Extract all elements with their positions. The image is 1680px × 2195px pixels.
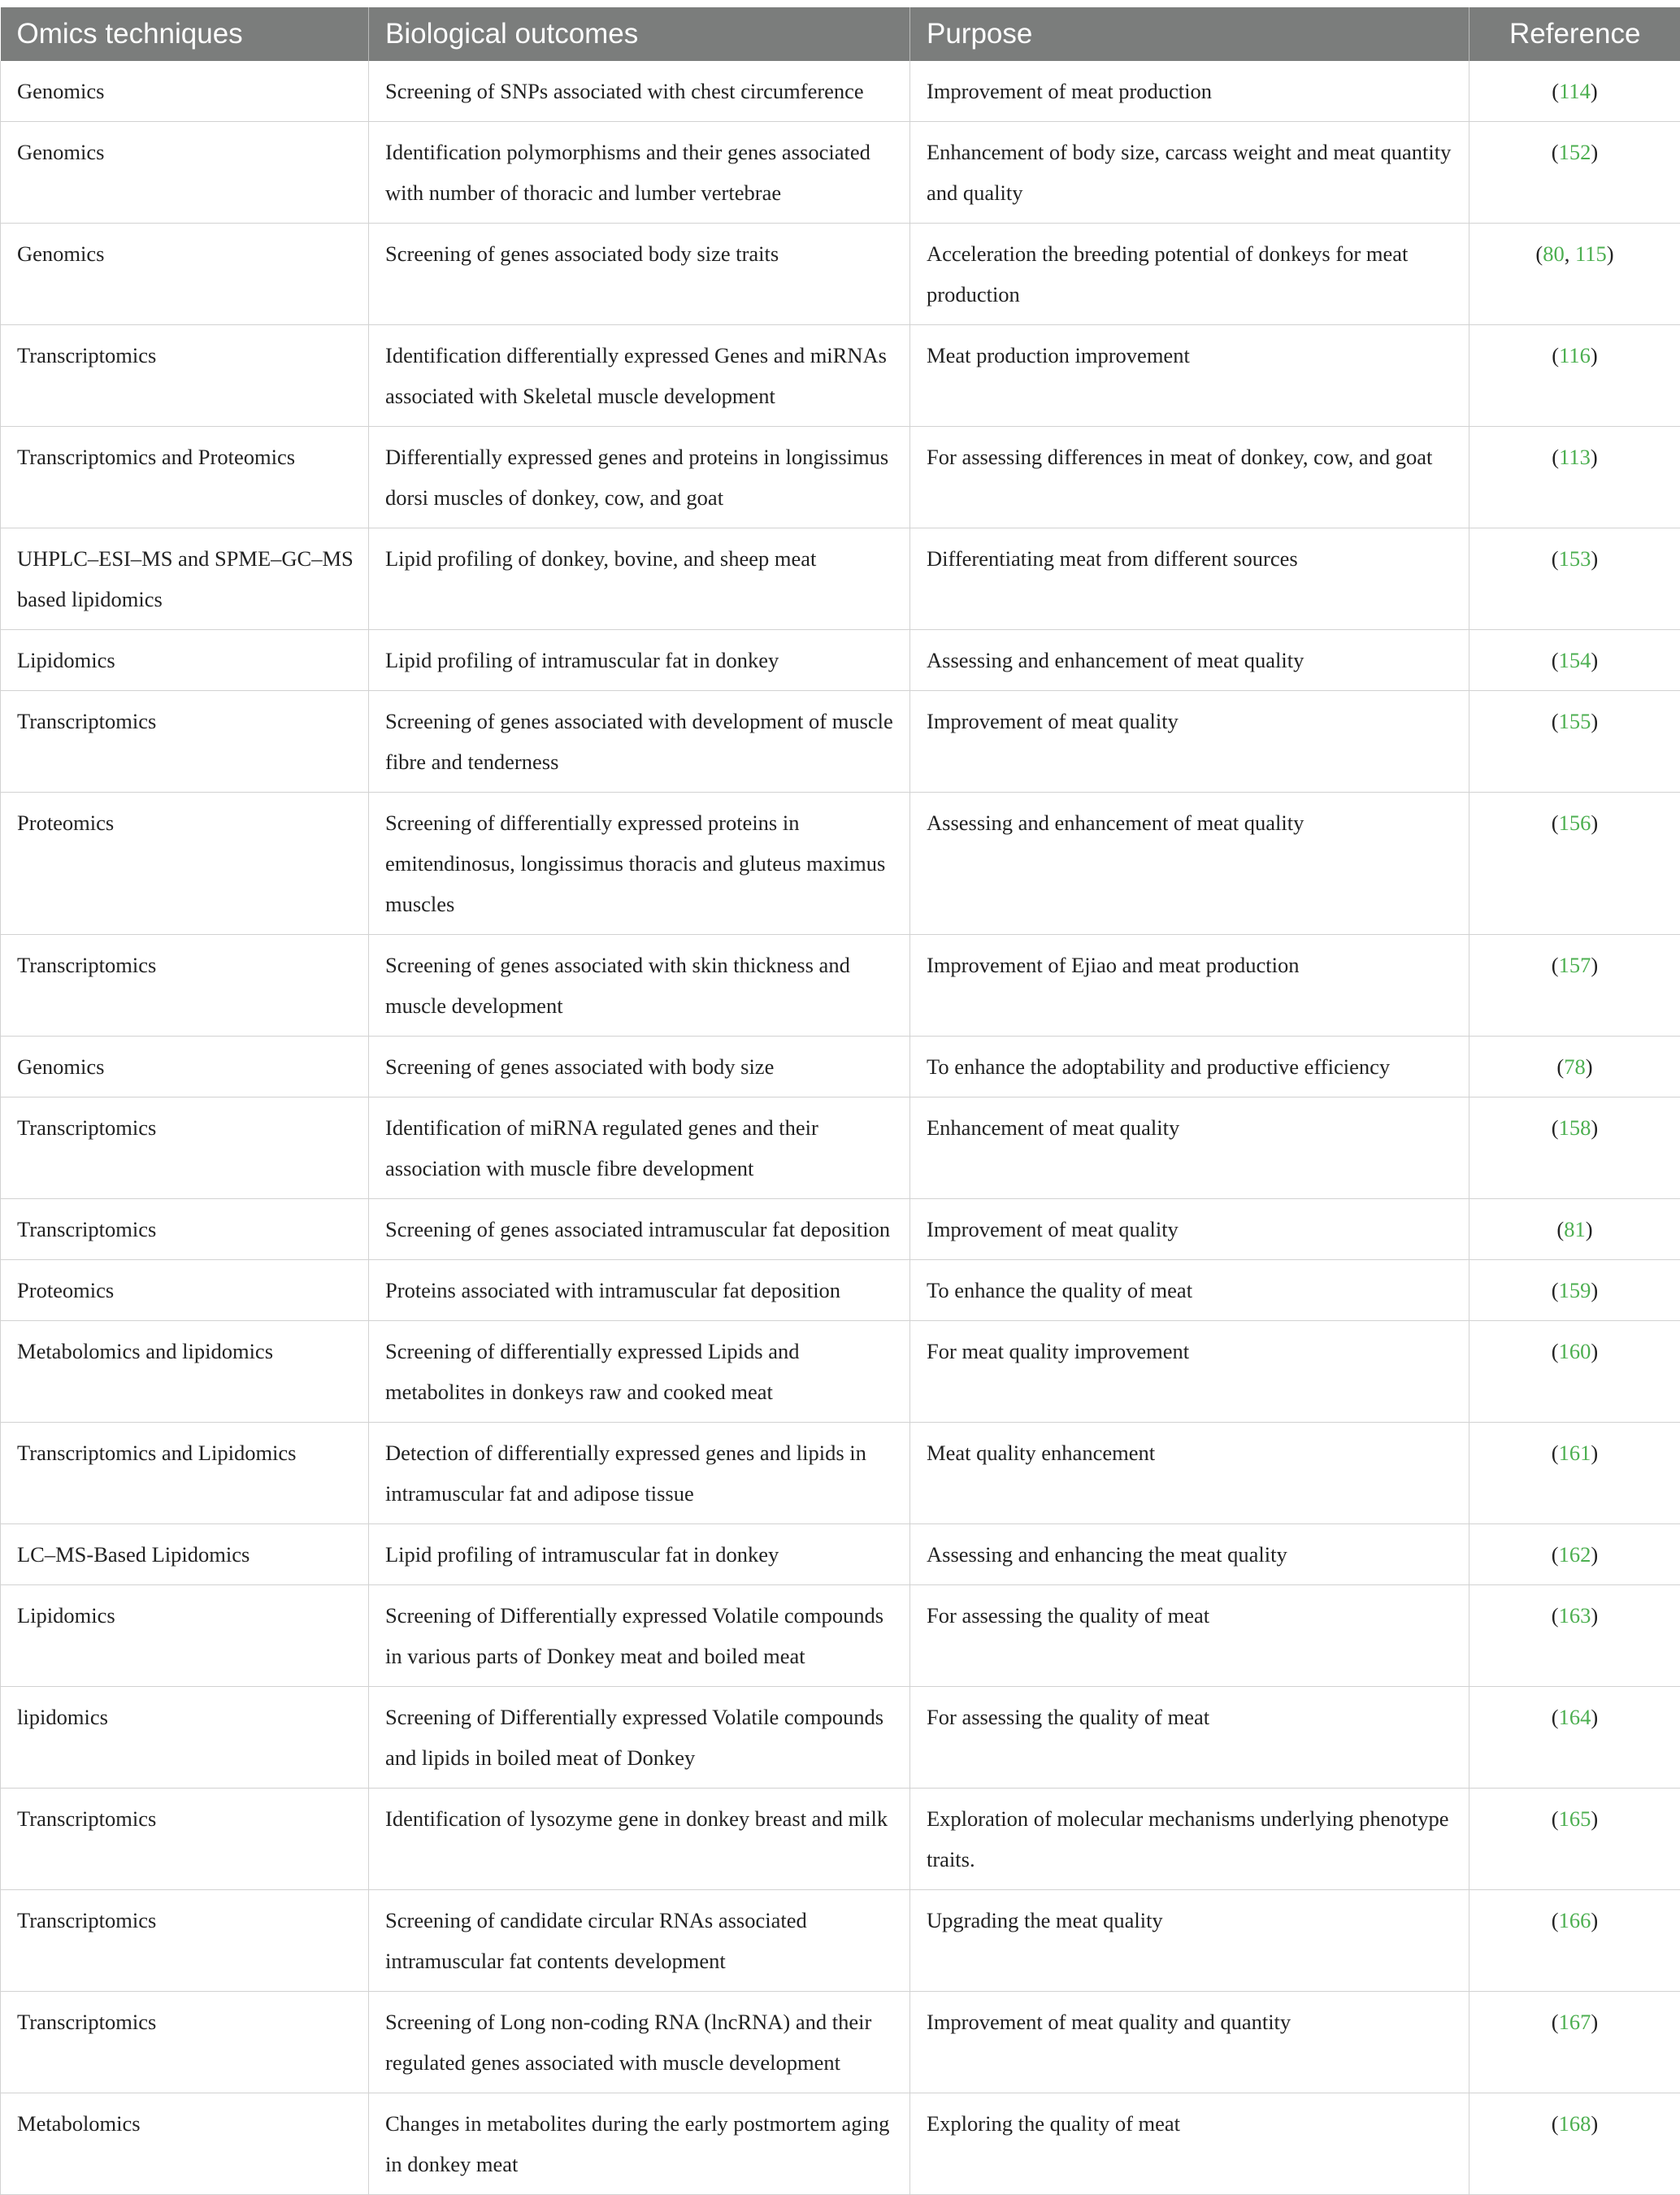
cell-purpose: For meat quality improvement (910, 1321, 1469, 1423)
reference-link[interactable]: 164 (1559, 1705, 1591, 1729)
cell-biological-outcome: Identification of miRNA regulated genes and their association with muscle fibre development (369, 1098, 910, 1199)
cell-reference (1469, 528, 1680, 630)
table-row (1, 1524, 1680, 1585)
table-row (1, 1260, 1680, 1321)
reference-link[interactable]: 166 (1559, 1908, 1591, 1932)
cell-omics-technique: Genomics (1, 122, 369, 224)
reference-close-paren: ) (1591, 2111, 1598, 2136)
reference-link[interactable]: 157 (1559, 953, 1591, 977)
cell-purpose: Upgrading the meat quality (910, 1890, 1469, 1992)
cell-reference (1469, 1098, 1680, 1199)
reference-link[interactable]: 160 (1559, 1339, 1591, 1363)
cell-biological-outcome: Lipid profiling of intramuscular fat in donkey (369, 630, 910, 691)
cell-reference (1469, 325, 1680, 427)
reference-close-paren: ) (1591, 811, 1598, 835)
reference-open-paren: ( (1535, 241, 1543, 266)
reference-separator: , (1565, 241, 1575, 266)
cell-reference (1469, 691, 1680, 793)
cell-reference (1469, 1524, 1680, 1585)
cell-purpose: Meat production improvement (910, 325, 1469, 427)
table-row (1, 1423, 1680, 1524)
cell-biological-outcome: Screening of differentially expressed Lipids and metabolites in donkeys raw and cooked meat (369, 1321, 910, 1423)
table-row (1, 1098, 1680, 1199)
cell-purpose: Acceleration the breeding potential of donkeys for meat production (910, 224, 1469, 325)
reference-close-paren: ) (1591, 648, 1598, 672)
header-reference: Reference (1469, 7, 1680, 61)
reference-close-paren: ) (1591, 79, 1598, 103)
reference-link[interactable]: 116 (1559, 343, 1591, 367)
reference-open-paren: ( (1552, 1806, 1559, 1831)
reference-link[interactable]: 154 (1559, 648, 1591, 672)
reference-close-paren: ) (1586, 1217, 1593, 1241)
reference-link[interactable]: 167 (1559, 2010, 1591, 2034)
cell-purpose: Exploration of molecular mechanisms underlying phenotype traits. (910, 1789, 1469, 1890)
reference-open-paren: ( (1552, 2010, 1559, 2034)
table-row (1, 122, 1680, 224)
reference-close-paren: ) (1591, 1603, 1598, 1628)
cell-purpose: Improvement of meat quality (910, 1199, 1469, 1260)
table-container (0, 7, 1680, 2195)
reference-open-paren: ( (1552, 546, 1559, 571)
reference-link[interactable]: 159 (1559, 1278, 1591, 1302)
cell-purpose: Differentiating meat from different sources (910, 528, 1469, 630)
cell-purpose: To enhance the quality of meat (910, 1260, 1469, 1321)
cell-biological-outcome: Screening of genes associated with development of muscle fibre and tenderness (369, 691, 910, 793)
reference-link[interactable]: 152 (1559, 140, 1591, 164)
cell-omics-technique: Proteomics (1, 793, 369, 935)
reference-open-paren: ( (1556, 1054, 1564, 1079)
reference-open-paren: ( (1552, 953, 1559, 977)
cell-reference (1469, 122, 1680, 224)
cell-reference (1469, 427, 1680, 528)
table-row (1, 1585, 1680, 1687)
table-row (1, 691, 1680, 793)
cell-biological-outcome: Screening of differentially expressed proteins in emitendinosus, longissimus thoracis and gluteus maximus muscles (369, 793, 910, 935)
cell-omics-technique: Proteomics (1, 1260, 369, 1321)
table-row (1, 1890, 1680, 1992)
table-row (1, 1199, 1680, 1260)
cell-reference (1469, 61, 1680, 122)
cell-purpose: For assessing differences in meat of donkey, cow, and goat (910, 427, 1469, 528)
cell-purpose: Assessing and enhancement of meat quality (910, 793, 1469, 935)
cell-omics-technique: Genomics (1, 1037, 369, 1098)
reference-link[interactable]: 115 (1575, 241, 1607, 266)
header-purpose: Purpose (910, 7, 1469, 61)
reference-open-paren: ( (1552, 343, 1559, 367)
cell-biological-outcome: Lipid profiling of donkey, bovine, and sheep meat (369, 528, 910, 630)
reference-open-paren: ( (1552, 445, 1559, 469)
reference-open-paren: ( (1552, 1542, 1559, 1567)
cell-omics-technique: UHPLC–ESI–MS and SPME–GC–MS based lipidomics (1, 528, 369, 630)
header-biological-outcomes: Biological outcomes (369, 7, 910, 61)
cell-reference (1469, 1321, 1680, 1423)
reference-close-paren: ) (1591, 1542, 1598, 1567)
reference-close-paren: ) (1591, 546, 1598, 571)
cell-omics-technique: Transcriptomics (1, 325, 369, 427)
reference-link[interactable]: 153 (1559, 546, 1591, 571)
cell-omics-technique: Genomics (1, 61, 369, 122)
reference-link[interactable]: 158 (1559, 1115, 1591, 1140)
reference-close-paren: ) (1591, 1908, 1598, 1932)
omics-table (0, 7, 1680, 2195)
table-row (1, 2093, 1680, 2195)
cell-omics-technique: Transcriptomics (1, 1789, 369, 1890)
reference-close-paren: ) (1586, 1054, 1593, 1079)
table-body (1, 61, 1680, 2195)
cell-reference (1469, 1199, 1680, 1260)
cell-omics-technique: Transcriptomics (1, 1992, 369, 2093)
cell-omics-technique: Transcriptomics (1, 1890, 369, 1992)
cell-omics-technique: Transcriptomics (1, 1199, 369, 1260)
cell-biological-outcome: Differentially expressed genes and proteins in longissimus dorsi muscles of donkey, cow, and goat (369, 427, 910, 528)
header-omics-techniques: Omics techniques (1, 7, 369, 61)
reference-link[interactable]: 162 (1559, 1542, 1591, 1567)
reference-close-paren: ) (1607, 241, 1614, 266)
cell-biological-outcome: Screening of candidate circular RNAs associated intramuscular fat contents development (369, 1890, 910, 1992)
cell-omics-technique: lipidomics (1, 1687, 369, 1789)
reference-close-paren: ) (1591, 1441, 1598, 1465)
cell-reference (1469, 1890, 1680, 1992)
reference-close-paren: ) (1591, 1339, 1598, 1363)
cell-purpose: Improvement of meat quality and quantity (910, 1992, 1469, 2093)
cell-omics-technique: Transcriptomics and Lipidomics (1, 1423, 369, 1524)
cell-omics-technique: Transcriptomics and Proteomics (1, 427, 369, 528)
cell-purpose: Improvement of meat production (910, 61, 1469, 122)
reference-open-paren: ( (1552, 648, 1559, 672)
reference-open-paren: ( (1552, 1441, 1559, 1465)
reference-link[interactable]: 165 (1559, 1806, 1591, 1831)
cell-reference (1469, 1585, 1680, 1687)
cell-biological-outcome: Screening of genes associated body size traits (369, 224, 910, 325)
reference-link[interactable]: 156 (1559, 811, 1591, 835)
table-row (1, 1789, 1680, 1890)
cell-omics-technique: Genomics (1, 224, 369, 325)
table-header (1, 7, 1680, 61)
reference-open-paren: ( (1552, 1908, 1559, 1932)
reference-close-paren: ) (1591, 953, 1598, 977)
reference-link[interactable]: 113 (1559, 445, 1591, 469)
cell-biological-outcome: Screening of Differentially expressed Volatile compounds in various parts of Donkey meat and boiled meat (369, 1585, 910, 1687)
reference-link[interactable]: 161 (1559, 1441, 1591, 1465)
reference-link[interactable]: 155 (1559, 709, 1591, 733)
cell-purpose: Enhancement of meat quality (910, 1098, 1469, 1199)
cell-reference (1469, 1260, 1680, 1321)
table-row (1, 325, 1680, 427)
cell-omics-technique: LC–MS-Based Lipidomics (1, 1524, 369, 1585)
cell-omics-technique: Lipidomics (1, 630, 369, 691)
table-row (1, 793, 1680, 935)
reference-open-paren: ( (1552, 811, 1559, 835)
cell-reference (1469, 793, 1680, 935)
reference-close-paren: ) (1591, 1115, 1598, 1140)
reference-close-paren: ) (1591, 1278, 1598, 1302)
cell-purpose: Enhancement of body size, carcass weight and meat quantity and quality (910, 122, 1469, 224)
cell-omics-technique: Metabolomics and lipidomics (1, 1321, 369, 1423)
cell-purpose: Exploring the quality of meat (910, 2093, 1469, 2195)
reference-close-paren: ) (1591, 445, 1598, 469)
reference-link[interactable]: 80 (1543, 241, 1565, 266)
table-row (1, 630, 1680, 691)
cell-biological-outcome: Identification of lysozyme gene in donkey breast and milk (369, 1789, 910, 1890)
cell-biological-outcome: Screening of genes associated with body size (369, 1037, 910, 1098)
reference-open-paren: ( (1552, 1278, 1559, 1302)
cell-purpose: Meat quality enhancement (910, 1423, 1469, 1524)
cell-biological-outcome: Identification differentially expressed Genes and miRNAs associated with Skeletal muscle development (369, 325, 910, 427)
cell-biological-outcome: Screening of Long non-coding RNA (lncRNA) and their regulated genes associated with muscle development (369, 1992, 910, 2093)
cell-reference (1469, 1992, 1680, 2093)
reference-open-paren: ( (1552, 140, 1559, 164)
cell-biological-outcome: Changes in metabolites during the early postmortem aging in donkey meat (369, 2093, 910, 2195)
reference-open-paren: ( (1552, 1705, 1559, 1729)
table-row (1, 61, 1680, 122)
cell-reference (1469, 935, 1680, 1037)
reference-close-paren: ) (1591, 343, 1598, 367)
cell-reference (1469, 2093, 1680, 2195)
cell-purpose: To enhance the adoptability and productive efficiency (910, 1037, 1469, 1098)
reference-link[interactable]: 163 (1559, 1603, 1591, 1628)
cell-biological-outcome: Screening of genes associated with skin thickness and muscle development (369, 935, 910, 1037)
reference-close-paren: ) (1591, 2010, 1598, 2034)
reference-open-paren: ( (1552, 1339, 1559, 1363)
reference-open-paren: ( (1552, 1603, 1559, 1628)
cell-omics-technique: Lipidomics (1, 1585, 369, 1687)
cell-biological-outcome: Screening of genes associated intramuscular fat deposition (369, 1199, 910, 1260)
cell-biological-outcome: Detection of differentially expressed genes and lipids in intramuscular fat and adipose tissue (369, 1423, 910, 1524)
cell-omics-technique: Transcriptomics (1, 691, 369, 793)
reference-link[interactable]: 78 (1564, 1054, 1586, 1079)
reference-open-paren: ( (1552, 1115, 1559, 1140)
table-row (1, 935, 1680, 1037)
cell-omics-technique: Transcriptomics (1, 1098, 369, 1199)
cell-purpose: Improvement of Ejiao and meat production (910, 935, 1469, 1037)
cell-purpose: For assessing the quality of meat (910, 1687, 1469, 1789)
table-row (1, 1687, 1680, 1789)
cell-biological-outcome: Lipid profiling of intramuscular fat in donkey (369, 1524, 910, 1585)
reference-close-paren: ) (1591, 709, 1598, 733)
table-row (1, 427, 1680, 528)
cell-reference (1469, 1687, 1680, 1789)
cell-omics-technique: Metabolomics (1, 2093, 369, 2195)
reference-link[interactable]: 81 (1564, 1217, 1586, 1241)
reference-open-paren: ( (1552, 79, 1559, 103)
cell-biological-outcome: Screening of Differentially expressed Volatile compounds and lipids in boiled meat of Donkey (369, 1687, 910, 1789)
reference-open-paren: ( (1552, 2111, 1559, 2136)
reference-open-paren: ( (1556, 1217, 1564, 1241)
reference-close-paren: ) (1591, 1705, 1598, 1729)
table-row (1, 1037, 1680, 1098)
reference-link[interactable]: 168 (1559, 2111, 1591, 2136)
header-row (1, 7, 1680, 61)
cell-purpose: For assessing the quality of meat (910, 1585, 1469, 1687)
table-row (1, 528, 1680, 630)
cell-purpose: Assessing and enhancement of meat quality (910, 630, 1469, 691)
cell-reference (1469, 630, 1680, 691)
cell-biological-outcome: Identification polymorphisms and their genes associated with number of thoracic and lumber vertebrae (369, 122, 910, 224)
cell-purpose: Assessing and enhancing the meat quality (910, 1524, 1469, 1585)
cell-reference (1469, 1423, 1680, 1524)
table-row (1, 224, 1680, 325)
cell-biological-outcome: Screening of SNPs associated with chest circumference (369, 61, 910, 122)
reference-open-paren: ( (1552, 709, 1559, 733)
reference-link[interactable]: 114 (1559, 79, 1591, 103)
table-row (1, 1992, 1680, 2093)
reference-close-paren: ) (1591, 140, 1598, 164)
cell-purpose: Improvement of meat quality (910, 691, 1469, 793)
cell-omics-technique: Transcriptomics (1, 935, 369, 1037)
cell-reference (1469, 1037, 1680, 1098)
cell-reference (1469, 1789, 1680, 1890)
cell-biological-outcome: Proteins associated with intramuscular fat deposition (369, 1260, 910, 1321)
table-row (1, 1321, 1680, 1423)
cell-reference (1469, 224, 1680, 325)
reference-close-paren: ) (1591, 1806, 1598, 1831)
